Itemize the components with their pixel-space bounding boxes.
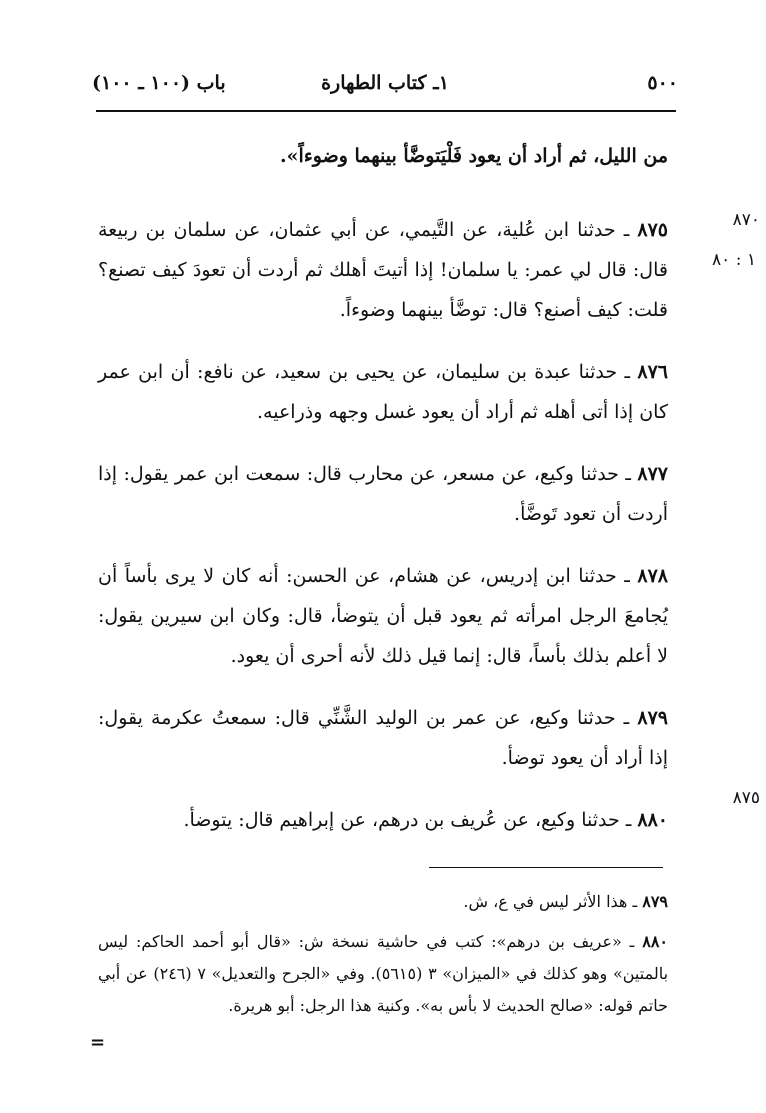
- footnote-number: ٨٧٩: [642, 892, 668, 911]
- hadith-text: ـ حدثنا عبدة بن سليمان، عن يحيى بن سعيد، عن نافع: أن ابن عمر كان إذا أتى أهله ثم أراد أن يعود غسل وجهه وذراعيه.: [98, 361, 668, 423]
- margin-note-875: ٨٧٥: [732, 788, 760, 808]
- margin-note-volume-page: ١ : ٨٠: [712, 250, 756, 270]
- footnote-number: ٨٨٠: [642, 932, 668, 951]
- footnote-divider: [429, 867, 663, 868]
- continuation-line: من الليل، ثم أراد أن يعود فَلْيَتوضَّأ بينهما وضوءاً».: [280, 145, 668, 167]
- book-title: ١ـ كتاب الطهارة: [321, 72, 449, 94]
- hadith-number: ٨٧٨: [637, 565, 669, 587]
- footnote-text: ـ هذا الأثر ليس في ع، ش.: [463, 892, 638, 911]
- hadith-text: ـ حدثنا وكيع، عن مسعر، عن محارب قال: سمعت ابن عمر يقول: إذا أردت أن تعود تَوضَّأ.: [98, 463, 668, 525]
- footnote-879: [98, 886, 668, 918]
- hadith-text: ـ حدثنا وكيع، عن عمر بن الوليد الشَّنِّي قال: سمعتُ عكرمة يقول: إذا أراد أن يعود توضأ.: [98, 707, 668, 769]
- page-number: ٥٠٠: [647, 72, 678, 94]
- hadith-876: [98, 352, 668, 432]
- page-header: [92, 72, 678, 102]
- main-text: [98, 136, 668, 862]
- hadith-877: [98, 454, 668, 534]
- hadith-number: ٨٧٦: [637, 361, 668, 383]
- hadith-number: ٨٨٠: [637, 809, 668, 831]
- hadith-number: ٨٧٥: [637, 219, 668, 241]
- footnote-880: [98, 926, 668, 1022]
- hadith-878: [98, 556, 668, 676]
- header-divider: [96, 110, 676, 112]
- hadith-text: ـ حدثنا ابن عُلية، عن التَّيمي، عن أبي عثمان، عن سلمان بن ربيعة قال: قال لي عمر: يا سلمان! إذا أتيتَ أهلك ثم أردت أن تعودَ كيف تصنع؟ قلت: كيف أصنع؟ قال: توضَّأ بينهما وضوءاً.: [98, 219, 668, 321]
- hadith-text: ـ حدثنا وكيع، عن عُريف بن درهم، عن إبراهيم قال: يتوضأ.: [183, 809, 632, 831]
- chapter-title: باب (١٠٠ ـ ١٠٠): [92, 72, 226, 94]
- continuation-mark: =: [90, 1032, 106, 1053]
- hadith-number: ٨٧٧: [637, 463, 668, 485]
- hadith-880: [98, 800, 668, 840]
- margin-note-870: ٨٧٠: [732, 210, 760, 230]
- hadith-number: ٨٧٩: [637, 707, 668, 729]
- hadith-879: [98, 698, 668, 778]
- hadith-text: ـ حدثنا ابن إدريس، عن هشام، عن الحسن: أنه كان لا يرى بأساً أن يُجامعَ الرجل امرأته ثم يعود قبل أن يتوضأ، قال: وكان ابن سيرين يقول: لا أعلم بذلك بأساً، قال: إنما قيل ذلك لأنه أحرى أن يعود.: [98, 565, 668, 667]
- footnotes: [98, 886, 668, 1030]
- footnote-text: ـ «عريف بن درهم»: كتب في حاشية نسخة ش: «قال أبو أحمد الحاكم: ليس بالمتين» وهو كذلك في «الميزان» ٣ (٥٦١٥). وفي «الجرح والتعديل» ٧ (٢٤٦) عن أبي حاتم قوله: «صالح الحديث لا بأس به». وكنية هذا الرجل: أبو هريرة.: [98, 932, 669, 1015]
- hadith-875: [98, 210, 668, 330]
